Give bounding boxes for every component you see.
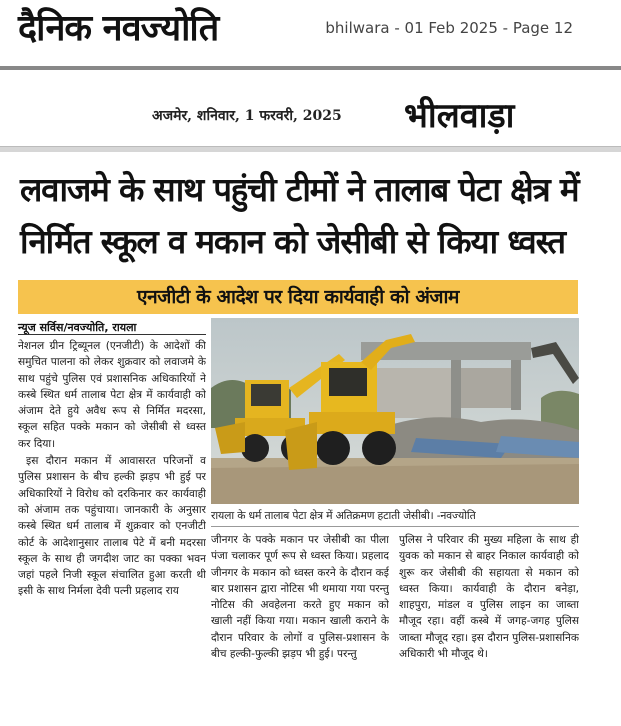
dateline: अजमेर, शनिवार, 1 फरवरी, 2025 [152, 108, 342, 124]
byline: न्यूज सर्विस/नवज्योति, रायला [18, 321, 137, 334]
paragraph-4: पुलिस ने परिवार की मुख्य महिला के साथ ही युवक को मकान से बाहर निकाल कार्यवाही को शुरू कर जेसीबी की सहायता से मकान को ध्वस्त किया। कार्यवाही के दौरान बनेड़ा, शाहपुरा, मांडल व पुलिस लाइन का जाब्ता मौजूद रहा। वहीं कस्बे में जगह-जगह पुलिस जाब्ता मौजूद रहा। इस दौरान पुलिस-प्रशासनिक अधिकारी भी मौजूद थे। [399, 534, 579, 661]
city-edition-title: भीलवाड़ा [404, 96, 515, 136]
headline-line-1: लवाजमे के साथ पहुंची टीमों ने तालाब पेटा क्षेत्र में [20, 170, 579, 209]
section-divider [0, 146, 621, 152]
headline-line-2: निर्मित स्कूल व मकान को जेसीबी से किया ध्वस्त [20, 222, 565, 261]
paragraph-1: नेशनल ग्रीन ट्रिब्यूनल (एनजीटी) के आदेशों की समुचित पालना को लेकर शुक्रवार को लवाजमे के साथ पहुंचे पुलिस एवं प्रशासनिक अधिकारियों ने कस्बे स्थित धर्म तालाब पेटा क्षेत्र में कार्यवाही को अंजाम देते हुये अवैध रूप से निर्मित मदरसा, स्कूल सहित पक्के मकान को जेसीबी से ध्वस्त कर दिया। [18, 340, 206, 450]
masthead [0, 0, 621, 62]
article-column-2 [211, 532, 389, 722]
article-column-1 [18, 338, 206, 722]
paragraph-3: जीनगर के पक्के मकान पर जेसीबी का पीला पंजा चलाकर पूर्ण रूप से ध्वस्त किया। प्रहलाद जीनगर के मकान को ध्वस्त करने के दौरान कई बार प्रशासन द्वारा नोटिस भी थमाया गया परन्तु नोटिस की अवहेलना करते हुए मकान को खाली नहीं किया गया। मकान खाली कराने के दौरान परिवार के लोगों व पुलिस-प्रशासन के बीच हल्की-फुल्की झड़प भी हुई। परन्तु [211, 534, 389, 661]
article-column-3 [399, 532, 579, 722]
edition-info: bhilwara - 01 Feb 2025 - Page 12 [325, 19, 573, 37]
article-photo [211, 318, 579, 504]
byline-underline [18, 334, 206, 335]
subheadline-banner: एनजीटी के आदेश पर दिया कार्यवाही को अंजाम [18, 280, 578, 314]
newspaper-logo: दैनिक नवज्योति [18, 7, 219, 49]
caption-divider [211, 526, 579, 527]
demolition-scene-illustration [211, 318, 579, 504]
paragraph-2: इस दौरान मकान में आवासरत परिजनों व पुलिस प्रशासन के बीच हल्की झड़प भी हुई पर अधिकारियों ने विरोध को दरकिनार कर कार्यवाही को अंजाम तक पहुंचाया। जानकारी के अनुसार कस्बे स्थित धर्म तालाब में शुक्रवार को एनजीटी कोर्ट के आदेशानुसार तालाब पेटे में बनी मदरसा स्कूल के साथ ही जगदीश जाट का पक्का भवन जहां पहले निजी स्कूल संचालित हुआ करती थी इसी के साथ निर्मला देवी पत्नी प्रहलाद राय [18, 455, 206, 598]
photo-caption: रायला के धर्म तालाब पेटा क्षेत्र में अतिक्रमण हटाती जेसीबी। -नवज्योति [211, 509, 476, 522]
header-divider [0, 66, 621, 70]
